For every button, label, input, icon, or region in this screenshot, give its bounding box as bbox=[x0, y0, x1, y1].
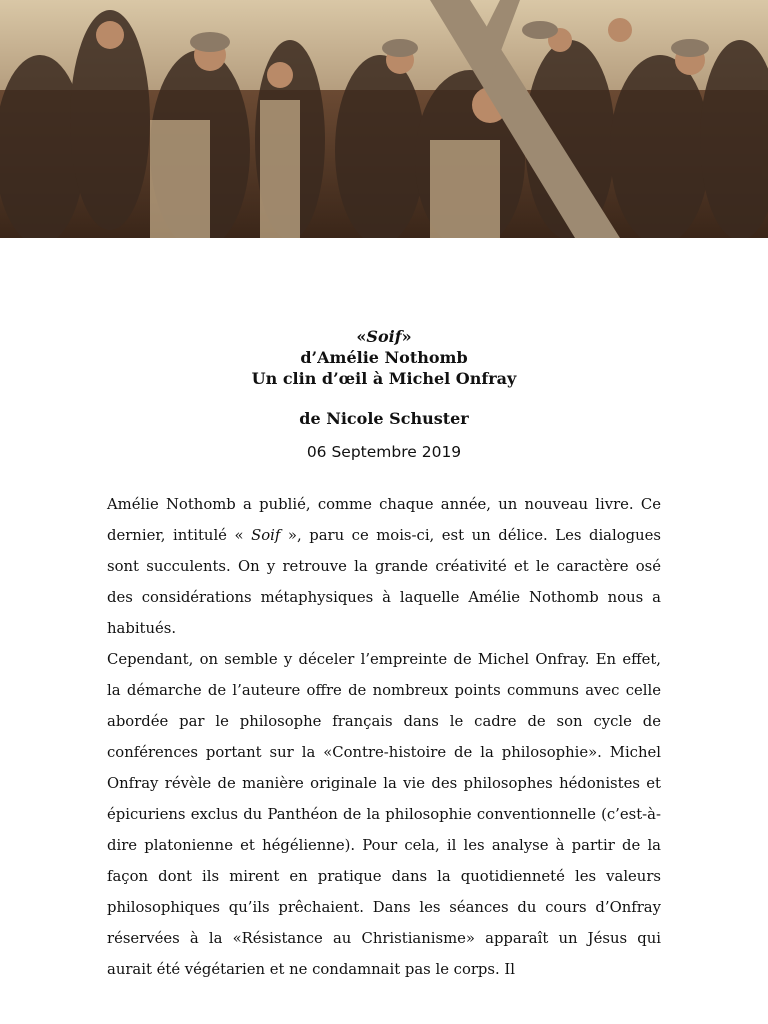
book-author-line: d’Amélie Nothomb bbox=[300, 348, 468, 367]
article-header bbox=[0, 326, 768, 463]
article-date: 06 Septembre 2019 bbox=[306, 443, 462, 461]
hero-photo-illustration bbox=[0, 0, 768, 238]
paragraph-2: Cependant, on semble y déceler l’empreinte de Michel Onfray. En effet, la démarche de l’auteure offre de nombreux points communs avec celle abordée par le philosophe français dans le cadre de son cycle de conférences portant sur la «Contre-histoire de la philosophie». Michel Onfray révèle de manière originale la vie des philosophes hédonistes et épicuriens exclus du Panthéon de la philosophie conventionnelle (c’est-à-dire platonienne et hégélienne). Pour cela, il les analyse à partir de la façon dont ils mirent en pratique dans la quotidienneté les valeurs philosophiques qu’ils prêchaient. Dans les séances du cours d’Onfray réservées à la «Résistance au Christianisme» apparaît un Jésus qui aurait été végétarien et ne condamnait pas le corps. Il bbox=[107, 651, 661, 978]
article-subtitle: Un clin d’œil à Michel Onfray bbox=[251, 369, 517, 388]
book-title bbox=[0, 326, 768, 347]
paragraph-1 bbox=[107, 489, 661, 644]
title-italic: Soif bbox=[366, 327, 402, 346]
article-body bbox=[107, 489, 661, 985]
article-byline: de Nicole Schuster bbox=[299, 409, 469, 428]
paragraph-1-part-a: Amélie Nothomb a publié, comme chaque année, un nouveau livre. Ce dernier, intitulé « bbox=[107, 496, 661, 544]
title-quote-close: » bbox=[401, 327, 412, 346]
paragraph-1-part-b: », paru ce mois-ci, est un délice. Les dialogues sont succulents. On y retrouve la grande créativité et le caractère osé des considérations métaphysiques à laquelle Amélie Nothomb nous a habitués. bbox=[107, 527, 661, 637]
title-quote-open: « bbox=[356, 327, 367, 346]
paragraph-1-italic-title: Soif bbox=[251, 527, 281, 544]
hero-image bbox=[0, 0, 768, 238]
